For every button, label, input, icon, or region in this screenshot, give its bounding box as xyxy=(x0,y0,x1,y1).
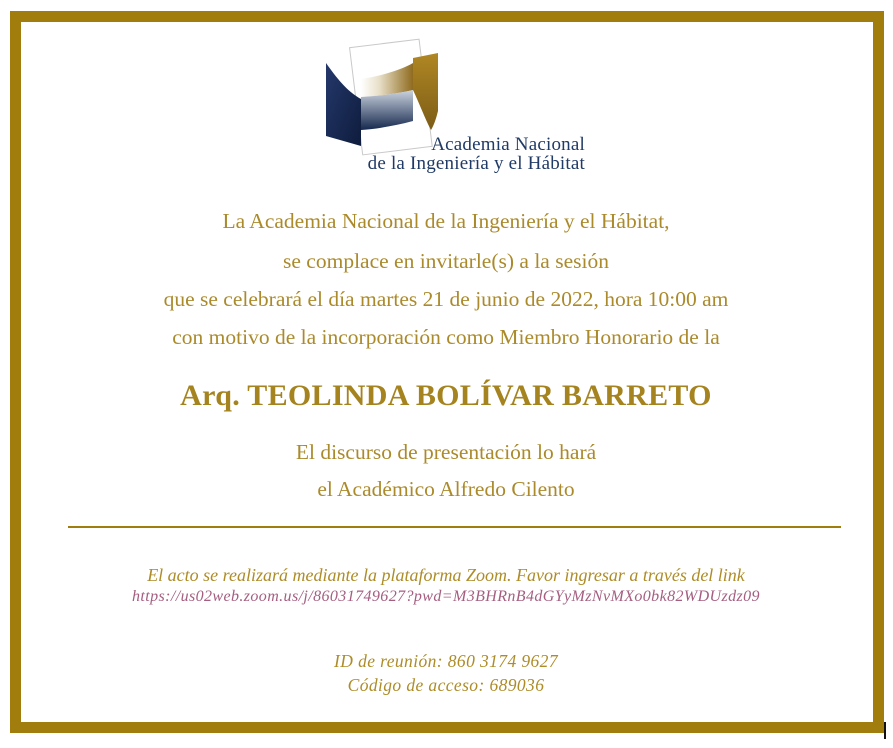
academy-name xyxy=(360,135,585,173)
invitation-line-3: que se celebrará el día martes 21 de junio de 2022, hora 10:00 am xyxy=(163,287,729,311)
academy-name-line2: de la Ingeniería y el Hábitat xyxy=(367,153,585,174)
text-cursor xyxy=(884,722,886,739)
honoree-name: Arq. TEOLINDA BOLÍVAR BARRETO xyxy=(180,379,712,412)
invitation-line-5: El discurso de presentación lo hará xyxy=(295,440,597,464)
divider-line xyxy=(68,526,841,528)
zoom-link[interactable]: https://us02web.zoom.us/j/86031749627?pwd=M3BHRnB4dGYyMzNvMXo0bk82WDUzdz09 xyxy=(132,588,760,605)
access-code-label: Código de acceso: xyxy=(347,675,490,695)
invitation-line-1: La Academia Nacional de la Ingeniería y el Hábitat, xyxy=(222,209,670,233)
meeting-id-line xyxy=(20,651,872,672)
access-code-line xyxy=(20,675,872,696)
invitation-line-4: con motivo de la incorporación como Miembro Honorario de la xyxy=(172,325,720,349)
meeting-id-value: 860 3174 9627 xyxy=(447,651,558,671)
invitation-line-2: se complace en invitarle(s) a la sesión xyxy=(283,249,609,273)
meeting-id-label: ID de reunión: xyxy=(334,651,448,671)
academy-name-line1: Academia Nacional xyxy=(431,134,585,155)
zoom-note: El acto se realizará mediante la plataforma Zoom. Favor ingresar a través del link xyxy=(147,565,745,585)
invitation-line-6: el Académico Alfredo Cilento xyxy=(317,477,575,501)
access-code-value: 689036 xyxy=(489,675,545,695)
